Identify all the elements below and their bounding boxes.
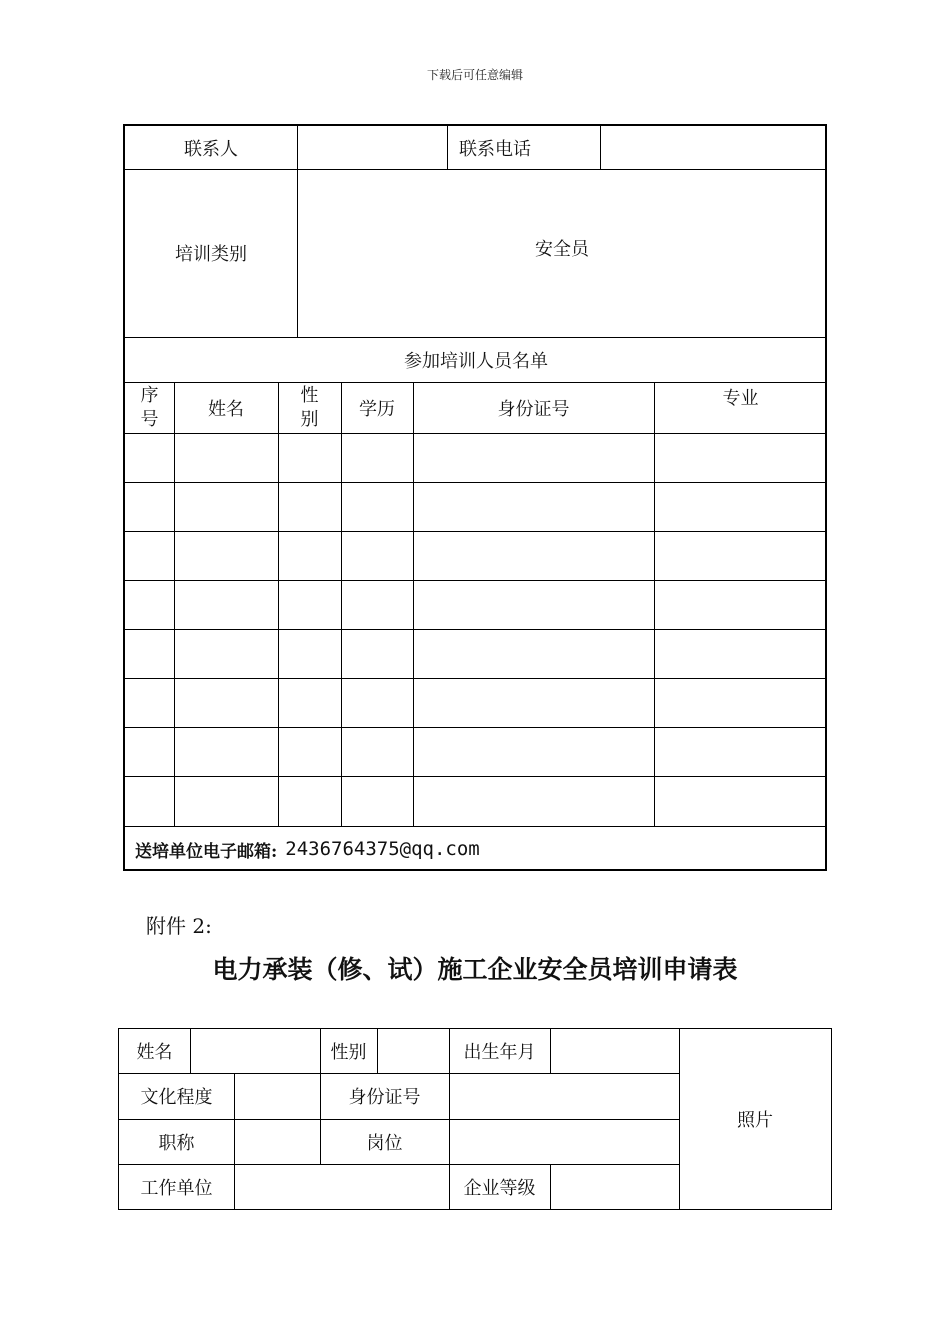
- roster-title: 参加培训人员名单: [404, 350, 548, 372]
- form-title: 电力承装（修、试）施工企业安全员培训申请表: [212, 955, 738, 984]
- contact-label: 联系人: [184, 138, 238, 160]
- id-field[interactable]: [449, 1073, 679, 1119]
- grade-field[interactable]: [550, 1164, 679, 1209]
- row-divider: [125, 531, 827, 532]
- col-header-name: 姓名: [208, 398, 244, 420]
- row-divider: [125, 433, 827, 434]
- title-field[interactable]: [234, 1119, 320, 1164]
- row-divider: [125, 776, 827, 777]
- phone-label: 联系电话: [459, 138, 531, 160]
- title-label: 职称: [158, 1132, 195, 1154]
- row-divider: [125, 629, 827, 630]
- category-value: 安全员: [535, 239, 589, 260]
- name-field[interactable]: [190, 1029, 320, 1073]
- birth-label: 出生年月: [463, 1042, 536, 1063]
- employer-label: 工作单位: [140, 1177, 213, 1199]
- education-field[interactable]: [234, 1073, 320, 1119]
- post-field[interactable]: [449, 1119, 679, 1164]
- employer-field[interactable]: [234, 1164, 449, 1209]
- birth-field[interactable]: [550, 1029, 679, 1073]
- email-address: 2436764375@qq.com: [285, 838, 480, 860]
- col-divider: [341, 382, 342, 826]
- id-label: 身份证号: [348, 1087, 421, 1108]
- row-divider: [125, 727, 827, 728]
- grade-label: 企业等级: [463, 1177, 536, 1199]
- gender-label: 性别: [330, 1042, 367, 1063]
- col-divider: [413, 382, 414, 826]
- col-header-seq: 序 号: [140, 384, 159, 430]
- col-header-gender: 性 别: [300, 384, 319, 430]
- phone-field[interactable]: [600, 126, 827, 169]
- email-label: 送培单位电子邮箱:: [135, 841, 278, 862]
- col-divider: [278, 382, 279, 826]
- page-header-note: 下载后可任意编辑: [426, 68, 523, 82]
- name-label: 姓名: [136, 1042, 173, 1063]
- photo-area: 照片: [737, 1110, 773, 1131]
- row-divider: [125, 826, 827, 827]
- post-label: 岗位: [366, 1132, 403, 1154]
- col-header-id-number: 身份证号: [497, 398, 570, 420]
- gender-field[interactable]: [377, 1029, 449, 1073]
- contact-field[interactable]: [297, 126, 447, 169]
- category-label: 培训类别: [175, 244, 247, 265]
- col-divider: [654, 382, 655, 826]
- application-form-table: [118, 1028, 832, 1210]
- row-divider: [125, 678, 827, 679]
- sender-email-row: [135, 828, 480, 870]
- row-divider: [125, 580, 827, 581]
- col-header-education: 学历: [359, 398, 395, 420]
- attachment-label: 附件 2:: [146, 914, 212, 938]
- training-roster-table: [123, 124, 827, 871]
- col-header-major: 专业: [722, 388, 759, 409]
- col-divider: [174, 382, 175, 826]
- row-divider: [125, 482, 827, 483]
- education-label: 文化程度: [140, 1087, 213, 1108]
